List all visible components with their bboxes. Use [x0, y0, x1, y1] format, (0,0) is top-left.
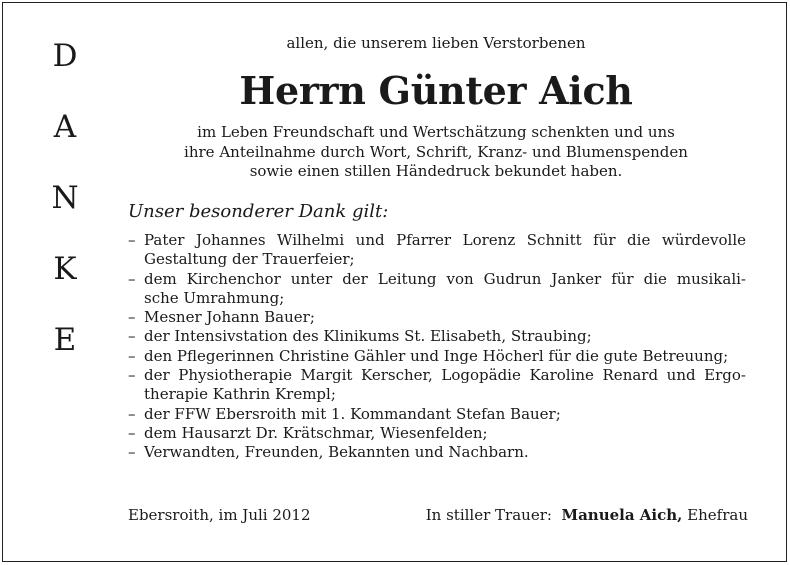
- list-item: [128, 405, 746, 424]
- list-item-line: der FFW Ebersroith mit 1. Kommandant Stefan Bauer;: [144, 404, 561, 423]
- dash-marker: –: [128, 346, 136, 365]
- special-thanks-heading: Unser besonderer Dank gilt:: [128, 201, 389, 222]
- deceased-name: Herrn Günter Aich: [239, 68, 633, 113]
- signature: [426, 505, 748, 525]
- dash-marker: –: [128, 443, 136, 462]
- list-item-line: dem Kirchenchor unter der Leitung von Gudrun Janker für die musikali-: [144, 269, 746, 288]
- list-item: [128, 366, 746, 405]
- danke-letter: A: [53, 109, 77, 145]
- danke-vertical-title: [45, 34, 85, 389]
- list-item-line: sche Umrahmung;: [144, 288, 285, 307]
- list-item-line: der Physiotherapie Margit Kerscher, Logopädie Karoline Renard und Ergo-: [144, 366, 746, 385]
- dash-marker: –: [128, 327, 136, 346]
- list-item: [128, 231, 746, 270]
- list-item: [128, 270, 746, 309]
- list-item: [128, 443, 746, 462]
- list-item-line: therapie Kathrin Krempl;: [144, 385, 336, 404]
- thanks-paragraph: [128, 123, 744, 182]
- dash-marker: –: [128, 231, 136, 249]
- list-item-line: den Pflegerinnen Christine Gähler und Inge Höcherl für die gute Betreuung;: [144, 346, 729, 365]
- list-item-line: Verwandten, Freunden, Bekannten und Nachbarn.: [144, 443, 529, 462]
- mourning-label: In stiller Trauer:: [425, 506, 552, 524]
- dash-marker: –: [128, 269, 136, 288]
- intro-line: allen, die unserem lieben Verstorbenen: [286, 34, 586, 52]
- thanks-line: ihre Anteilnahme durch Wort, Schrift, Kranz- und Blumenspenden: [184, 142, 688, 161]
- list-item-line: Gestaltung der Trauerfeier;: [144, 250, 355, 269]
- signer-name: Manuela Aich,: [561, 506, 683, 524]
- danke-letter: K: [53, 251, 77, 287]
- danke-letter: N: [51, 180, 79, 216]
- list-item: [128, 424, 746, 443]
- thanks-line: sowie einen stillen Händedruck bekundet haben.: [249, 162, 623, 180]
- thanks-list: [128, 231, 746, 463]
- thanks-line: im Leben Freundschaft und Wertschätzung schenkten und uns: [197, 123, 675, 141]
- list-item: [128, 327, 746, 346]
- signer-relation: Ehefrau: [687, 506, 748, 524]
- dash-marker: –: [128, 308, 136, 327]
- dash-marker: –: [128, 366, 136, 385]
- list-item: [128, 308, 746, 327]
- list-item: [128, 347, 746, 366]
- list-item-line: der Intensivstation des Klinikums St. Elisabeth, Straubing;: [144, 327, 592, 346]
- dash-marker: –: [128, 404, 136, 423]
- list-item-line: Pater Johannes Wilhelmi und Pfarrer Lorenz Schnitt für die würdevolle: [144, 231, 746, 249]
- list-item-line: dem Hausarzt Dr. Krätschmar, Wiesenfelden;: [144, 423, 488, 442]
- list-item-line: Mesner Johann Bauer;: [144, 308, 315, 327]
- danke-letter: E: [53, 322, 77, 358]
- danke-letter: D: [52, 38, 78, 74]
- place-date: Ebersroith, im Juli 2012: [128, 506, 311, 524]
- dash-marker: –: [128, 423, 136, 442]
